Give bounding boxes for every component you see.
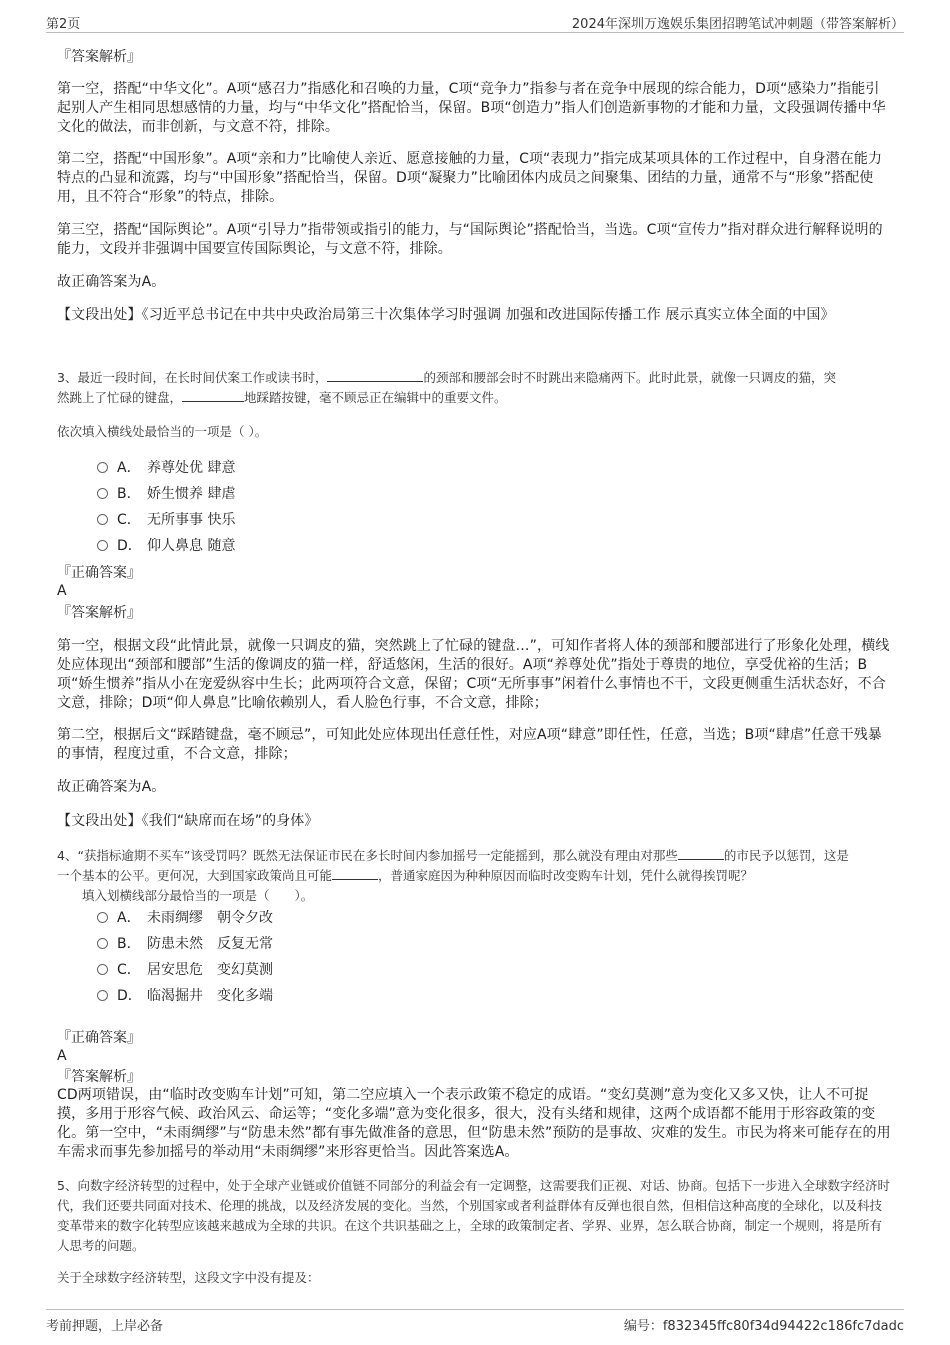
q4-stem-part-4: ，普通家庭因为种种原因而临时改变购车计划，凭什么就得挨罚呢？ xyxy=(378,868,754,883)
document-title: 2024年深圳万逸娱乐集团招聘笔试冲刺题（带答案解析） xyxy=(571,17,904,32)
q4-answer-label: 『正确答案』 xyxy=(57,1030,141,1046)
q3-stem-part-2: 的颈部和腰部会时不时跳出来隐痛两下。此时此景，就像一只调皮的猫，突 xyxy=(423,370,836,385)
q4-analysis: CD两项错误，由“临时改变购车计划”可知，第二空应填入一个表示政策不稳定的成语。“变幻莫测”意为变化又多又快，让人不可捉摸，多用于形容气候、政治风云、命运等；“变化多端”意为变化很多，很大，没有头绪和规律，这两个成语都不能用于形容政策的变化。第一空中，“未雨绸缪”与“防患未然”都有事先做准备的意思，但“防患未然”预防的是事故、灾难的发生。市民为将来可能存在的用车需求而事先参加摇号的举动用“未雨绸缪”来形容更恰当。因此答案选A。 xyxy=(57,1087,891,1160)
radio-icon[interactable] xyxy=(97,514,108,525)
q4-option-b[interactable]: B． 防患未然 反复无常 xyxy=(97,934,273,954)
q4-prompt: 填入划横线部分最恰当的一项是（ ）。 xyxy=(82,888,314,903)
radio-icon[interactable] xyxy=(97,912,108,923)
radio-icon[interactable] xyxy=(97,990,108,1001)
q3-conclusion: 故正确答案为A。 xyxy=(57,779,166,795)
page-header xyxy=(0,0,950,30)
q3-answer-label: 『正确答案』 xyxy=(57,565,141,581)
radio-icon[interactable] xyxy=(97,488,108,499)
footer-slogan: 考前押题，上岸必备 xyxy=(46,1319,164,1334)
q4-blank-2 xyxy=(332,867,378,880)
q2-analysis-para-3: 第三空，搭配“国际舆论”。A项“引导力”指带领或指引的能力，与“国际舆论”搭配恰当，当选。C项“宣传力”指对群众进行解释说明的能力，文段并非强调中国要宣传国际舆论，与文意不符，排除。 xyxy=(57,222,883,257)
footer-divider xyxy=(46,1309,904,1310)
q2-analysis-para-2: 第二空，搭配“中国形象”。A项“亲和力”比喻使人亲近、愿意接触的力量，C项“表现力”指完成某项具体的工作过程中，自身潜在能力特点的凸显和流露，均与“中国形象”搭配恰当，保留。D项“凝聚力”比喻团体内成员之间聚集、团结的力量，通常不与“形象”搭配使用，且不符合“形象”的特点，排除。 xyxy=(57,151,883,205)
q4-stem-part-3: 一个基本的公平。更何况，大到国家政策尚且可能 xyxy=(57,868,333,883)
radio-icon[interactable] xyxy=(97,540,108,551)
q3-analysis-para-1: 第一空，根据文段“此情此景，就像一只调皮的猫，突然跳上了忙碌的键盘…”，可知作者将人体的颈部和腰部进行了形象化处理，横线处应体现出“颈部和腰部”生活的像调皮的猫一样，舒适悠闲，生活的很好。A项“养尊处优”指处于尊贵的地位，享受优裕的生活；B项“娇生惯养”指从小在宠爱纵容中生长；此两项符合文意，保留；C项“无所事事”闲着什么事情也不干，文段更侧重生活状态好，不合文意，排除；D项“仰人鼻息”比喻依赖别人，看人脸色行事，不合文意，排除； xyxy=(57,638,890,711)
radio-icon[interactable] xyxy=(97,964,108,975)
q4-analysis-label: 『答案解析』 xyxy=(57,1069,141,1085)
q3-stem xyxy=(57,368,893,408)
radio-icon[interactable] xyxy=(97,938,108,949)
q2-source: 【文段出处】《习近平总书记在中共中央政治局第三十次集体学习时强调 加强和改进国际传播工作 展示真实立体全面的中国》 xyxy=(57,307,835,323)
q2-analysis-label: 『答案解析』 xyxy=(57,49,141,65)
header-divider xyxy=(46,32,904,33)
q3-option-c[interactable]: C． 无所事事 快乐 xyxy=(97,510,235,530)
q4-option-d[interactable]: D． 临渴掘井 变化多端 xyxy=(97,986,273,1006)
q3-stem-part-1: 3、最近一段时间，在长时间伏案工作或读书时， xyxy=(57,370,328,385)
q4-option-a[interactable]: A． 未雨绸缪 朝令夕改 xyxy=(97,908,273,928)
document-code: 编号：f832345ffc80f34d94422c186fc7dadc xyxy=(623,1319,904,1334)
q3-analysis-label: 『答案解析』 xyxy=(57,605,141,621)
q4-blank-1 xyxy=(678,847,724,860)
q3-source: 【文段出处】《我们“缺席而在场”的身体》 xyxy=(57,813,319,829)
q3-blank-2 xyxy=(182,389,244,402)
q3-prompt: 依次填入横线处最恰当的一项是（ ）。 xyxy=(57,424,268,439)
q3-stem-part-3: 然跳上了忙碌的键盘， xyxy=(57,390,183,405)
q3-analysis-para-2: 第二空，根据后文“踩踏键盘，毫不顾忌”，可知此处应体现出任意任性，对应A项“肆意”即任性，任意，当选；B项“肆虐”任意干残暴的事情，程度过重，不合文意，排除； xyxy=(57,727,882,762)
q4-option-c[interactable]: C． 居安思危 变幻莫测 xyxy=(97,960,273,980)
q3-stem-part-4: 地踩踏按键，毫不顾忌正在编辑中的重要文件。 xyxy=(244,390,507,405)
radio-icon[interactable] xyxy=(97,462,108,473)
q4-stem-part-1: 4、“获指标逾期不买车”该受罚吗？既然无法保证市民在多长时间内参加摇号一定能摇到，那么就没有理由对那些 xyxy=(57,848,678,863)
q3-blank-1 xyxy=(327,369,423,382)
page-number: 第2页 xyxy=(46,17,81,32)
q2-conclusion: 故正确答案为A。 xyxy=(57,274,166,290)
q4-stem-part-2: 的市民予以惩罚，这是 xyxy=(723,848,849,863)
q3-option-a[interactable]: A． 养尊处优 肆意 xyxy=(97,458,235,478)
q4-answer: A xyxy=(57,1048,67,1064)
q3-option-d[interactable]: D． 仰人鼻息 随意 xyxy=(97,536,235,556)
q2-analysis-para-1: 第一空，搭配“中华文化”。A项“感召力”指感化和召唤的力量，C项“竞争力”指参与者在竞争中展现的综合能力，D项“感染力”指能引起别人产生相同思想感情的力量，均与“中华文化”搭配恰当，保留。B项“创造力”指人们创造新事物的才能和力量，文段强调传播中华文化的做法，而非创新，与文意不符，排除。 xyxy=(57,81,886,135)
q5-stem: 5、向数字经济转型的过程中，处于全球产业链或价值链不同部分的利益会有一定调整，这需要我们正视、对话、协商。包括下一步进入全球数字经济时代，我们还要共同面对技术、伦理的挑战，以及经济发展的变化。当然，个别国家或者利益群体有反弹也很自然，但相信这种高度的全球化，以及科技变革带来的数字化转型应该越来越成为全球的共识。在这个共识基础之上，全球的政策制定者、学界、业界，怎么联合协商，制定一个规则，将是所有人思考的问题。 xyxy=(57,1178,890,1253)
page-footer xyxy=(0,1305,950,1345)
q3-option-b[interactable]: B． 娇生惯养 肆虐 xyxy=(97,484,235,504)
q4-stem xyxy=(57,846,893,886)
q5-prompt: 关于全球数字经济转型，这段文字中没有提及： xyxy=(57,1270,320,1285)
q3-answer: A xyxy=(57,583,67,599)
